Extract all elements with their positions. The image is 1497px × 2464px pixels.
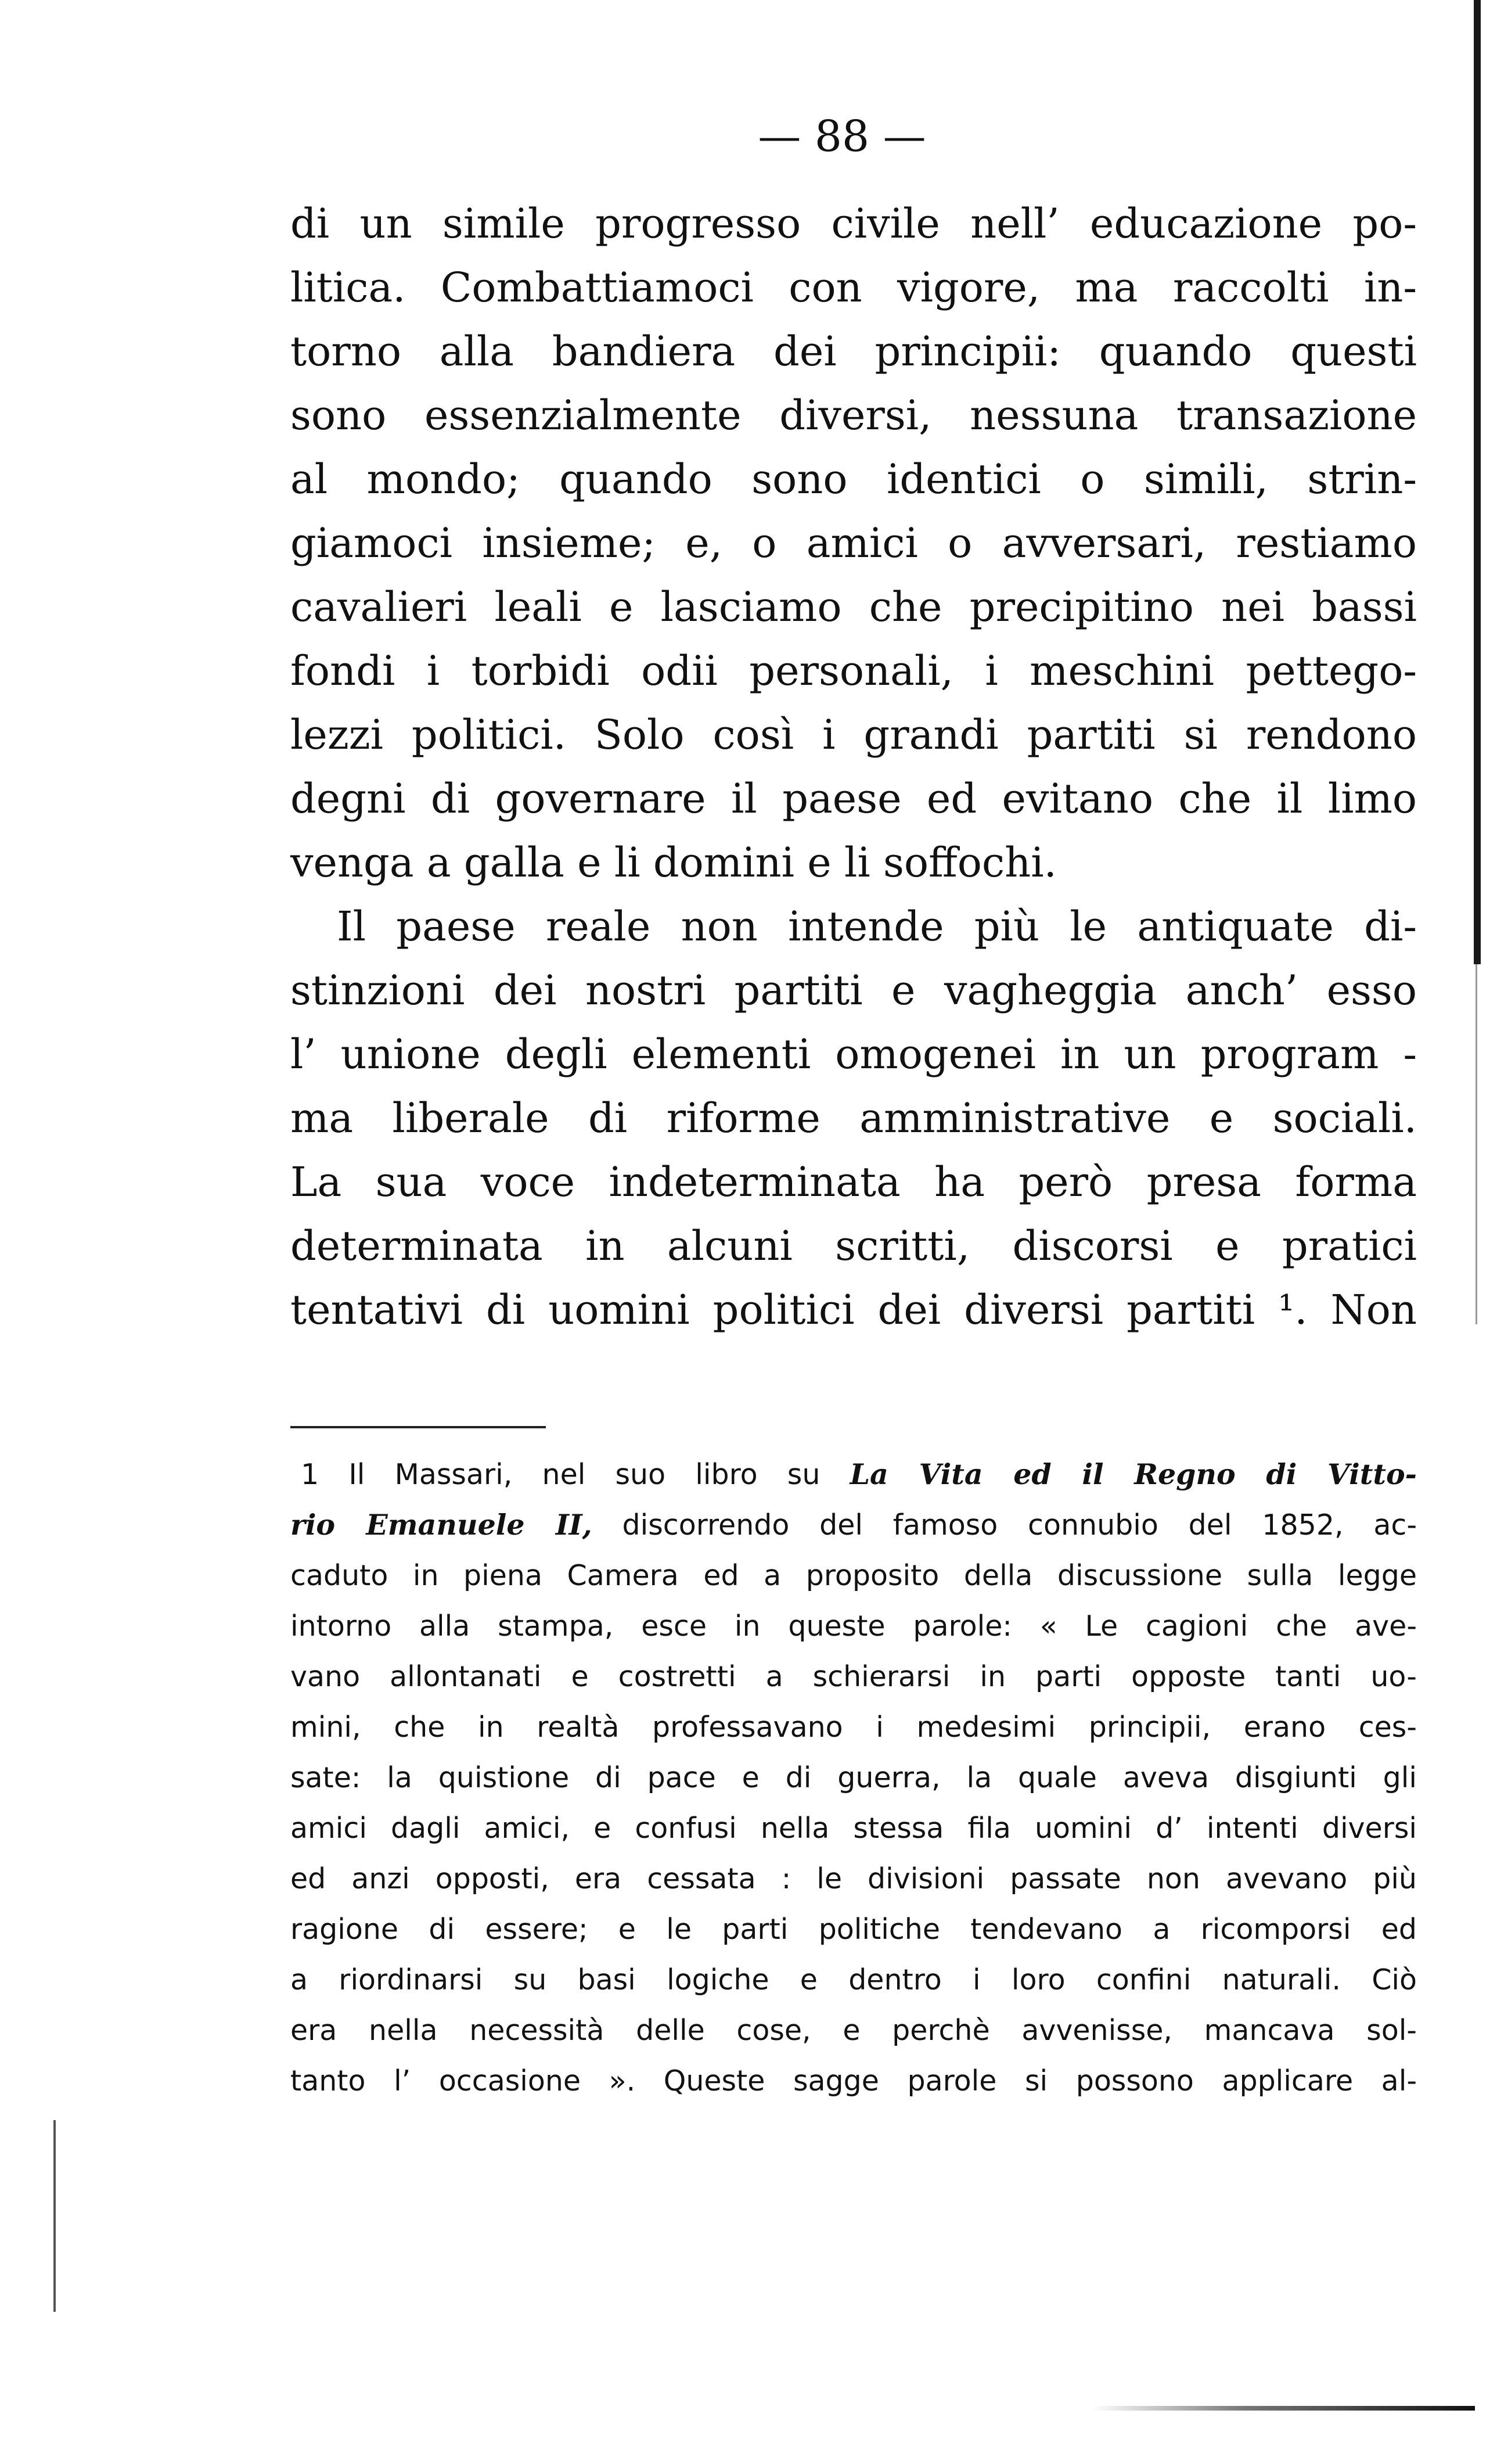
footnote-line: amici dagli amici, e confusi nella stessa fila uomini d’ intenti diversi <box>290 1812 1417 1845</box>
footnote-line: era nella necessità delle cose, e perchè avvenisse, mancava sol- <box>290 2014 1417 2047</box>
footnote-line: intorno alla stampa, esce in queste parole: « Le cagioni che ave- <box>290 1610 1417 1643</box>
footnote-divider <box>290 1426 546 1428</box>
footnote-line: sate: la quistione di pace e di guerra, la quale aveva disgiunti gli <box>290 1761 1417 1794</box>
footnote-line: a riordinarsi su basi logiche e dentro i loro confini naturali. Ciò <box>290 1963 1417 1996</box>
body-line: litica. Combattiamoci con vigore, ma raccolti in- <box>290 264 1417 311</box>
scan-bottom-smudge <box>1092 2406 1475 2411</box>
body-line: giamoci insieme; e, o amici o avversari, restiamo <box>290 519 1417 567</box>
footnote-line: vano allontanati e costretti a schierarsi in parti opposte tanti uo- <box>290 1660 1417 1693</box>
footnote-line: ragione di essere; e le parti politiche tendevano a ricomporsi ed <box>290 1913 1417 1946</box>
body-line: al mondo; quando sono identici o simili, strin- <box>290 455 1417 503</box>
body-line: degni di governare il paese ed evitano che il limo <box>290 775 1417 822</box>
scan-margin-mark <box>53 2120 56 2312</box>
body-line: cavalieri leali e lasciamo che precipitino nei bassi <box>290 583 1417 631</box>
body-line: lezzi politici. Solo così i grandi partiti si rendono <box>290 711 1417 759</box>
page-number: — 88 — <box>758 112 926 161</box>
body-line: ma liberale di riforme amministrative e sociali. <box>290 1094 1417 1142</box>
footnote-book-title: La Vita ed il Regno di Vitto- <box>850 1457 1417 1491</box>
body-line: determinata in alcuni scritti, discorsi e pratici <box>290 1222 1417 1270</box>
body-line-paragraph-end: venga a galla e li domini e li soffochi. <box>290 839 1057 886</box>
footnote-line <box>290 1500 1417 1550</box>
footnote-book-title: rio Emanuele II, <box>290 1508 592 1542</box>
footnote-line: tanto l’ occasione ». Queste sagge parole si possono applicare al- <box>290 2064 1417 2097</box>
scan-page-edge <box>1474 0 1481 964</box>
footnote <box>290 1449 1417 2106</box>
body-line: sono essenzialmente diversi, nessuna transazione <box>290 391 1417 439</box>
body-line: l’ unione degli elementi omogenei in un program - <box>290 1030 1417 1078</box>
body-line: fondi i torbidi odii personali, i meschini pettego- <box>290 647 1417 695</box>
footnote-line <box>290 1449 1417 1500</box>
body-line: stinzioni dei nostri partiti e vagheggia anch’ esso <box>290 967 1417 1014</box>
footnote-line: mini, che in realtà professavano i medesimi principii, erano ces- <box>290 1711 1417 1744</box>
footnote-text: 1 Il Massari, nel suo libro su <box>301 1458 850 1491</box>
body-text <box>290 192 1417 1342</box>
footnote-line: caduto in piena Camera ed a proposito della discussione sulla legge <box>290 1559 1417 1592</box>
body-line: tentativi di uomini politici dei diversi partiti ¹. Non <box>290 1286 1417 1334</box>
body-line: La sua voce indeterminata ha però presa forma <box>290 1158 1417 1206</box>
footnote-text: discorrendo del famoso connubio del 1852, ac- <box>592 1508 1417 1542</box>
body-line: torno alla bandiera dei principii: quando questi <box>290 328 1417 375</box>
scan-page-edge-faint <box>1476 964 1477 1324</box>
body-line: di un simile progresso civile nell’ educazione po- <box>290 200 1417 247</box>
body-line-paragraph-start: Il paese reale non intende più le antiquate di- <box>337 903 1417 950</box>
footnote-line: ed anzi opposti, era cessata : le divisioni passate non avevano più <box>290 1862 1417 1895</box>
